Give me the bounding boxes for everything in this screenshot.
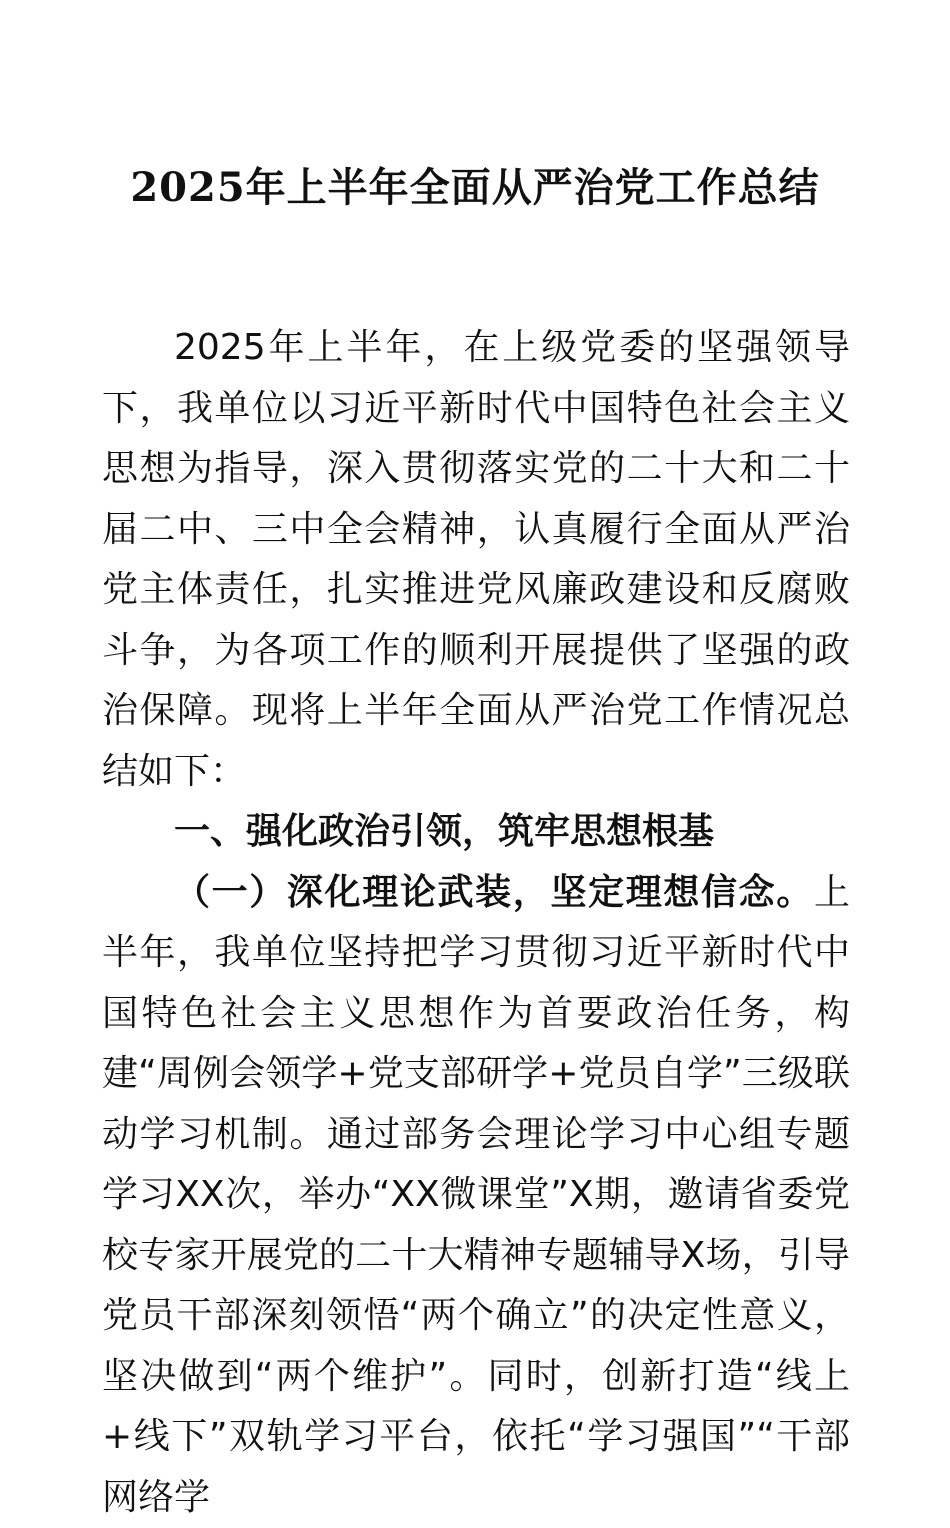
subsection-text: 上半年，我单位坚持把学习贯彻习近平新时代中国特色社会主义思想作为首要政治任务，构建“周例会领学+党支部研学+党员自学”三级联动学习机制。通过部务会理论学习中心组专题学习XX次，举办“XX微课堂”X期，邀请省委党校专家开展党的二十大精神专题辅导X场，引导党员干部深刻领悟“两个确立”的决定性意义，坚决做到“两个维护”。同时，创新打造“线上+线下”双轨学习平台，依托“学习强国”“干部网络学	[102, 872, 850, 1518]
subsection-paragraph	[102, 863, 850, 1528]
intro-paragraph: 2025年上半年，在上级党委的坚强领导下，我单位以习近平新时代中国特色社会主义思想为指导，深入贯彻落实党的二十大和二十届二中、三中全会精神，认真履行全面从严治党主体责任，扎实推进党风廉政建设和反腐败斗争，为各项工作的顺利开展提供了坚强的政治保障。现将上半年全面从严治党工作情况总结如下：	[102, 318, 850, 802]
subsection-heading: （一）深化理论武装，坚定理想信念。	[174, 872, 814, 913]
section-heading: 一、强化政治引领，筑牢思想根基	[102, 802, 850, 863]
document-title: 2025年上半年全面从严治党工作总结	[0, 160, 950, 216]
document-body	[102, 318, 850, 1528]
